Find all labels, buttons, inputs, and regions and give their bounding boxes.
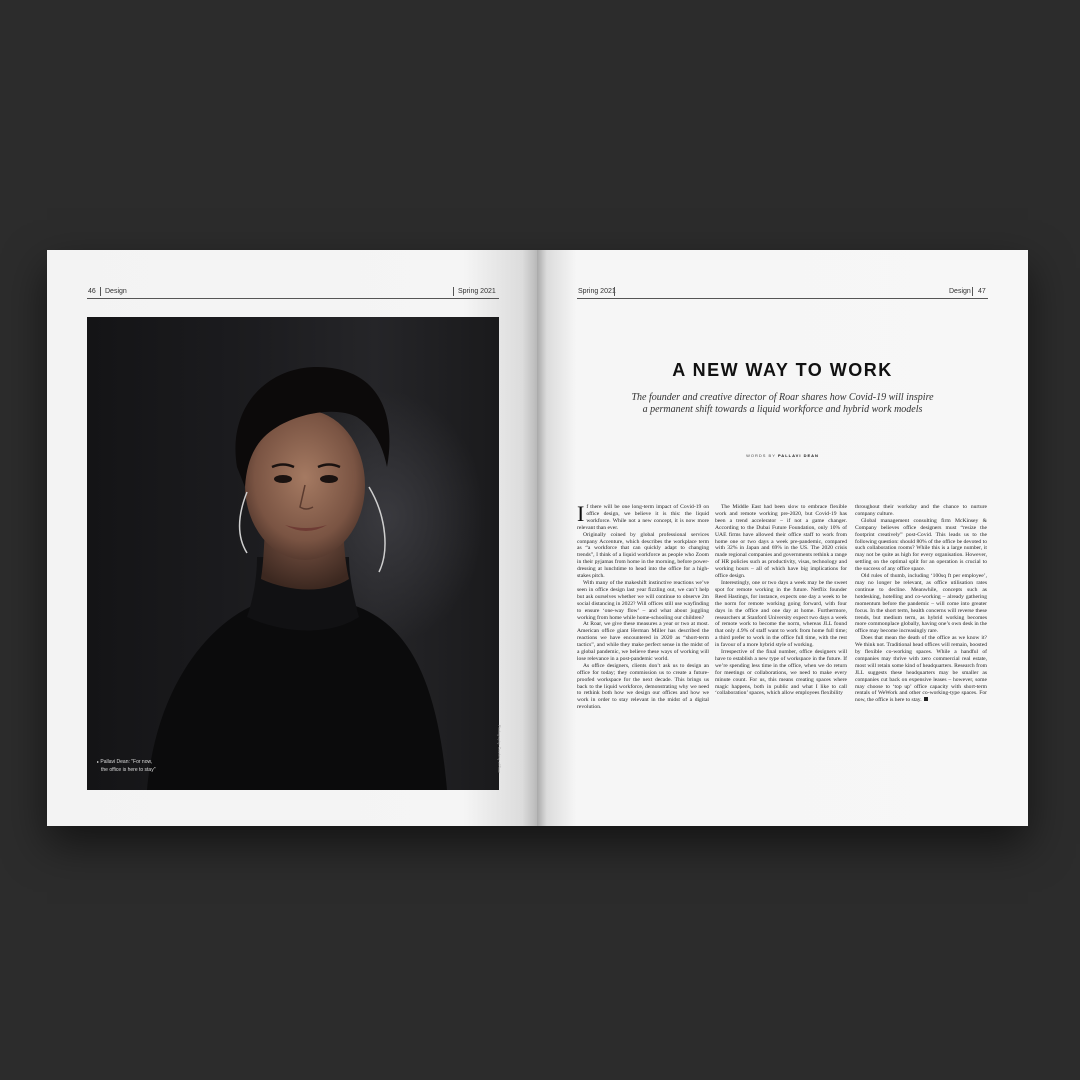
running-header-right: [577, 287, 988, 299]
paragraph: As office designers, clients don’t ask us to design an office for today; they commission us to create a future-proofed workspace for the next decade. This brings us back to the liquid workforce, demonstrating why we need to rethink both how we design our offices and how we work in order to stay relevant in the midst of a digital revolution.: [577, 662, 709, 711]
standfirst-line-1: The founder and creative director of Roar shares how Covid-19 will inspire: [631, 392, 934, 403]
paragraph: At Roar, we give these measures a year or two at most. American office giant Herman Miller has described the reactions we have encountered in 2020 as “short-term tactics”, and while they make perfect sense in the midst of a global pandemic, we believe these ways of working will lose relevance in a post-pandemic world.: [577, 621, 709, 662]
body-column-3: [855, 504, 987, 704]
page-number-right: 47: [978, 288, 986, 295]
paragraph: f there will be one long-term impact of Covid-19 on office design, we believe it is this: the liquid workforce. While not a new concept, it is now more relevant than ever.: [577, 504, 709, 531]
caption-line-1: Pallavi Dean: "For now,: [100, 759, 153, 765]
paragraph: Irrespective of the final number, office designers will have to establish a new type of workspace in the future. If we’re spending less time in the office, when we do return for meetings or collaborations, we need to make every minute count. For us, this means creating spaces where magic happens, both in public and what I like to call ‘collaboration’ spaces, which allow employees flexibility: [715, 649, 847, 697]
end-mark-icon: [924, 697, 928, 701]
paragraph: Old rules of thumb, including ‘100sq ft per employee’, may no longer be relevant, as office utilisation rates continue to decline. Meanwhile, concepts such as hotdesking, hotelling and co-working – already gathering momentum before the pandemic – will come into greater focus. In the short term, health concerns will reverse these trends, but medium term, as hybrid working becomes more commonplace globally, having one’s own desk in the office may become increasingly rare.: [855, 573, 987, 635]
paragraph: With many of the makeshift instinctive reactions we’ve seen in office design last year fizzling out, we can’t help but ask ourselves whether we will continue to observe 2m social distancing in 2022? Will offices still use wayfinding to ensure ‘one-way flow’ – and what about juggling working from home while home-schooling our children?: [577, 579, 709, 621]
paragraph-text: Does that mean the death of the office as we know it? We think not. Traditional head offices will remain, boosted by flexible co-working spaces. While a handful of companies may thrive with zero commercial real estate, most will retain some kind of headquarters. Research from JLL suggests these headquarters may be smaller as companies cut back on expensive leases – however, some may choose to ‘top up’ office capacity with short-term rentals of WeWork and other co-working-type spaces. For now, the office is here to stay.: [855, 635, 987, 704]
portrait-photo: [87, 317, 499, 790]
drop-cap: I: [577, 501, 585, 526]
photo-caption: [97, 758, 177, 774]
standfirst-line-2: a permanent shift towards a liquid workforce and hybrid work models: [642, 404, 923, 415]
article-title: A NEW WAY TO WORK: [672, 360, 893, 380]
paragraph: [855, 635, 987, 704]
right-page: [537, 250, 1028, 826]
body-column-2: [715, 504, 847, 697]
caption-marker: ▸: [97, 759, 100, 764]
byline-prefix: WORDS BY: [746, 453, 776, 458]
section-label-right: Design: [949, 288, 971, 295]
running-header-left: [87, 287, 499, 299]
paragraph: throughout their workday and the chance to nurture company culture.: [855, 504, 987, 517]
paragraph: The Middle East had been slow to embrace flexible work and remote working pre-2020, but Covid-19 has been a trend accelerator – if not a game changer. According to the Dubai Future Foundation, only 10% of UAE firms have allowed their office staff to work from home one or two days a week pre-pandemic, compared with 32% in Japan and 69% in the US. The 2020 crisis made regional companies and governments rethink a range of HR policies such as productivity, visas, technology and working hours – all of which have big implications for office design.: [715, 504, 847, 580]
magazine-spread: [47, 250, 1028, 826]
paragraph: Interestingly, one or two days a week may be the sweet spot for remote working in the future. Netflix founder Reed Hastings, for instance, expects one day a week to be the norm for remote working going forward, with four days in the office and one day at home. Furthermore, researchers at Stanford University expect two days a week of remote work to become the norm, whereas JLL found that only 4.9% of staff want to work from home full time; a third prefer to work in the office full time, with the rest in favour of a more hybrid style of working.: [715, 579, 847, 649]
issue-label-left: Spring 2021: [458, 288, 496, 295]
section-label-left: Design: [105, 288, 127, 295]
photo-credit: Photography: Courtesy of Roar: [496, 724, 501, 774]
paragraph: Originally coined by global professional services company Accenture, which describes the workplace term as “a workforce that can quickly adapt to changing trends”, I think of a liquid workforce as people who Zoom in their pyjamas from home in the morning, before power-dressing at lunchtime to head into the office for a high-stakes pitch.: [577, 531, 709, 580]
left-page: [47, 250, 537, 826]
caption-line-2: the office is here to stay": [101, 767, 156, 773]
page-number-left: 46: [88, 288, 96, 295]
portrait-illustration: [87, 317, 499, 790]
article-standfirst: [617, 392, 948, 416]
byline: [537, 453, 1028, 458]
paragraph: Global management consulting firm McKinsey & Company believes office designers must “resize the footprint creatively” post-Covid. This leads us to the following question: should 80% of the office be devoted to such collaboration rooms? While this is a large number, it may not be quite as high for every organisation. However, settling on the optimal split for an operation is crucial to the success of any office space.: [855, 517, 987, 573]
issue-label-right: Spring 2021: [578, 288, 616, 295]
body-column-1: [577, 501, 709, 711]
byline-author: PALLAVI DEAN: [777, 453, 819, 458]
